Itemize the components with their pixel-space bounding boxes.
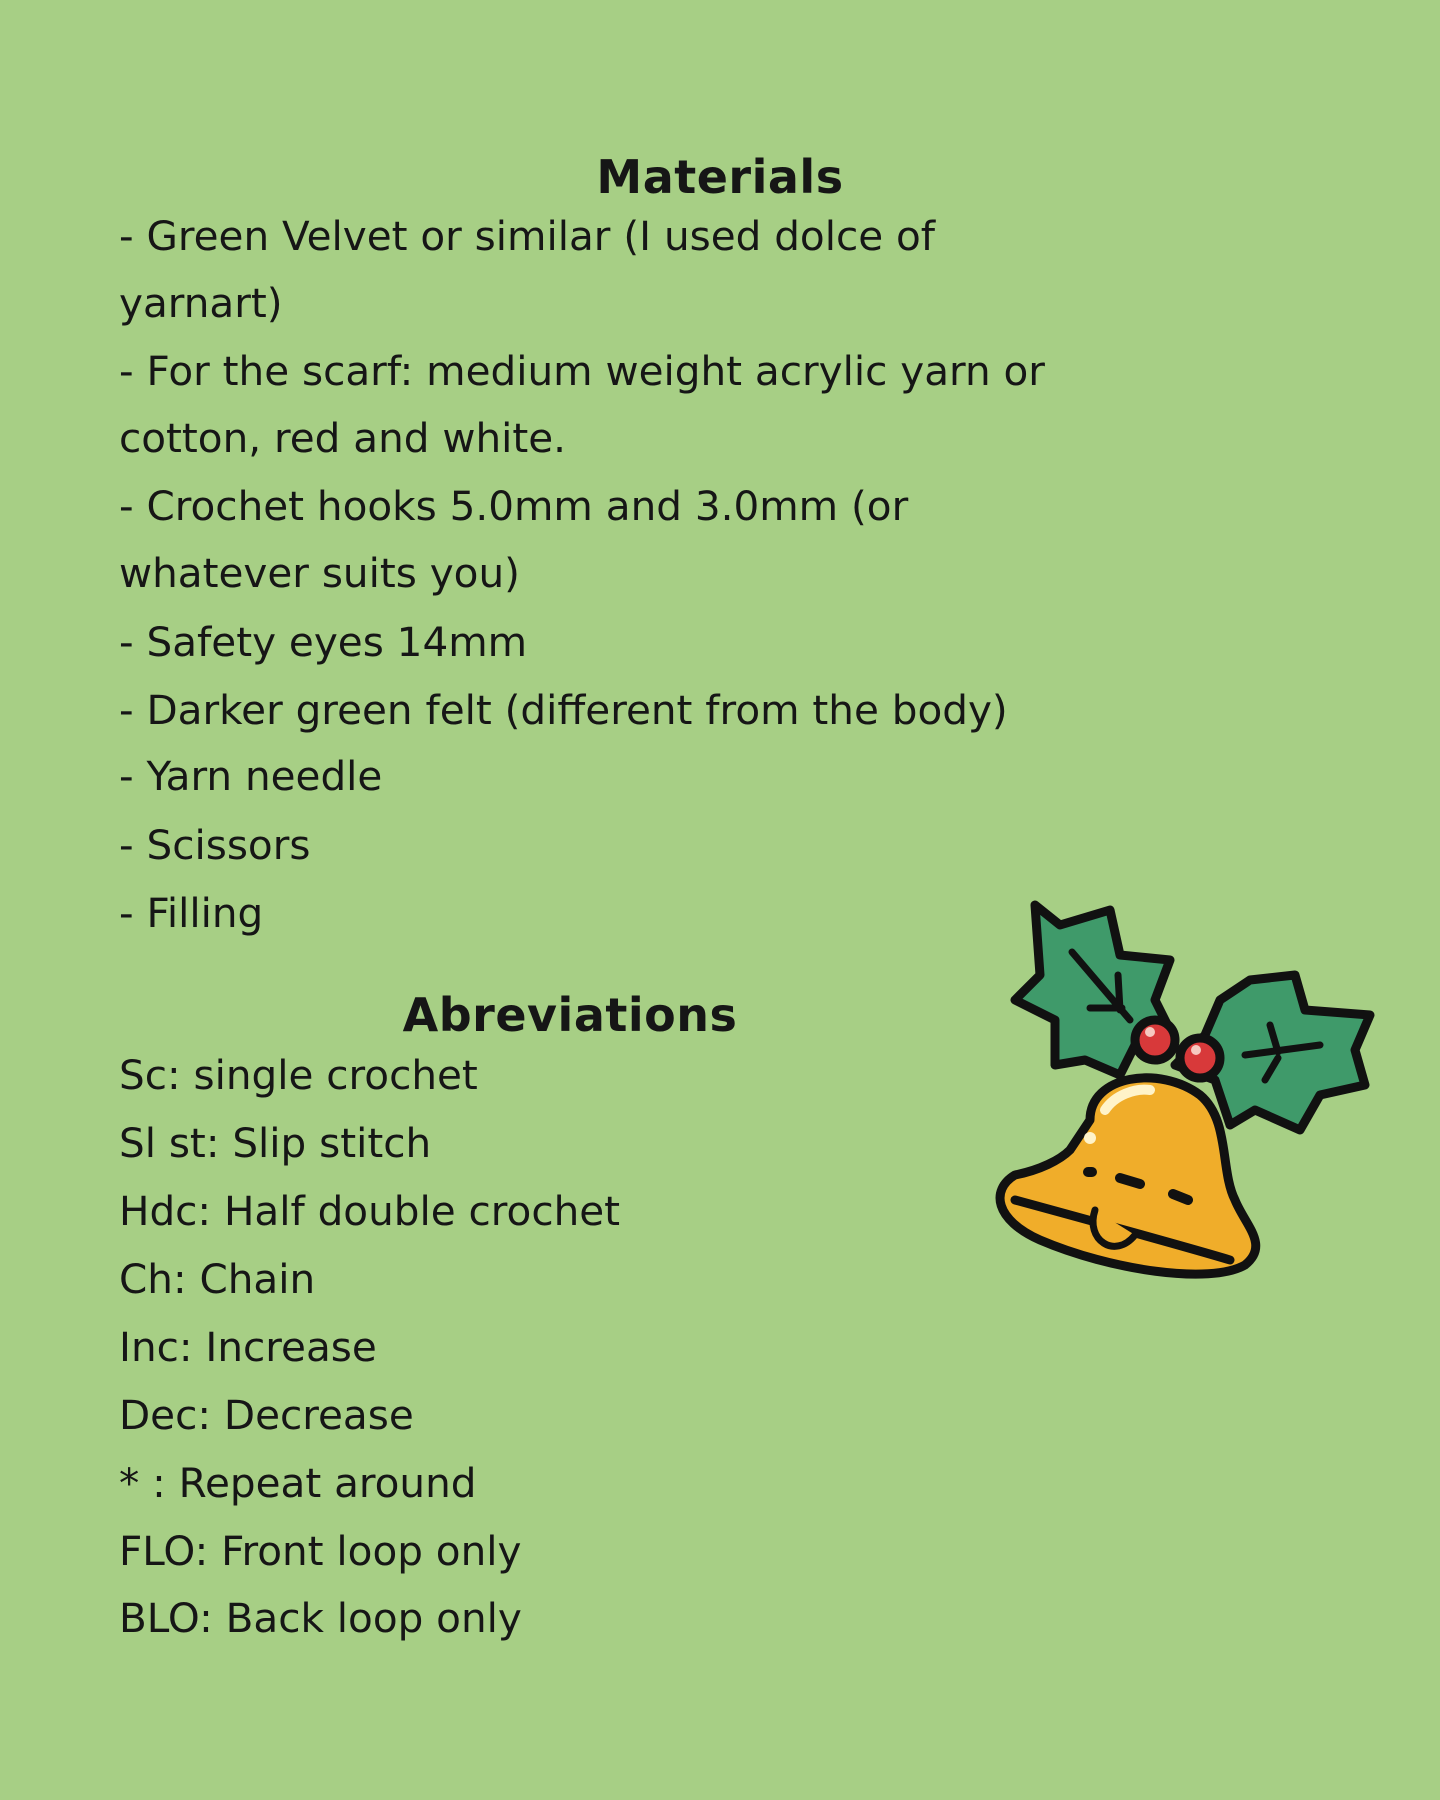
abbreviations-heading: Abreviations [402, 988, 738, 1042]
materials-line: - Yarn needle [119, 752, 383, 800]
materials-line: - Crochet hooks 5.0mm and 3.0mm (or [119, 482, 909, 530]
materials-line: - Filling [119, 889, 264, 937]
abbreviation-line: Sc: single crochet [119, 1051, 478, 1099]
berry [1135, 1020, 1175, 1060]
abbreviation-line: Ch: Chain [119, 1255, 316, 1303]
abbreviation-line: BLO: Back loop only [119, 1594, 522, 1642]
materials-line: whatever suits you) [119, 549, 520, 597]
abbreviation-line: Sl st: Slip stitch [119, 1119, 432, 1167]
materials-line: - Safety eyes 14mm [119, 618, 528, 666]
abbreviation-line: Dec: Decrease [119, 1391, 414, 1439]
materials-line: - Scissors [119, 821, 311, 869]
materials-line: yarnart) [119, 279, 283, 327]
berry [1180, 1038, 1220, 1078]
materials-line: cotton, red and white. [119, 414, 567, 462]
materials-heading: Materials [596, 150, 844, 204]
christmas-bell-icon [960, 880, 1400, 1320]
abbreviation-line: * : Repeat around [119, 1459, 477, 1507]
abbreviation-line: FLO: Front loop only [119, 1527, 522, 1575]
materials-line: - Darker green felt (different from the body) [119, 686, 1008, 734]
materials-line: - Green Velvet or similar (I used dolce of [119, 212, 936, 260]
materials-line: - For the scarf: medium weight acrylic yarn or [119, 347, 1045, 395]
abbreviation-line: Hdc: Half double crochet [119, 1187, 621, 1235]
abbreviation-line: Inc: Increase [119, 1323, 377, 1371]
